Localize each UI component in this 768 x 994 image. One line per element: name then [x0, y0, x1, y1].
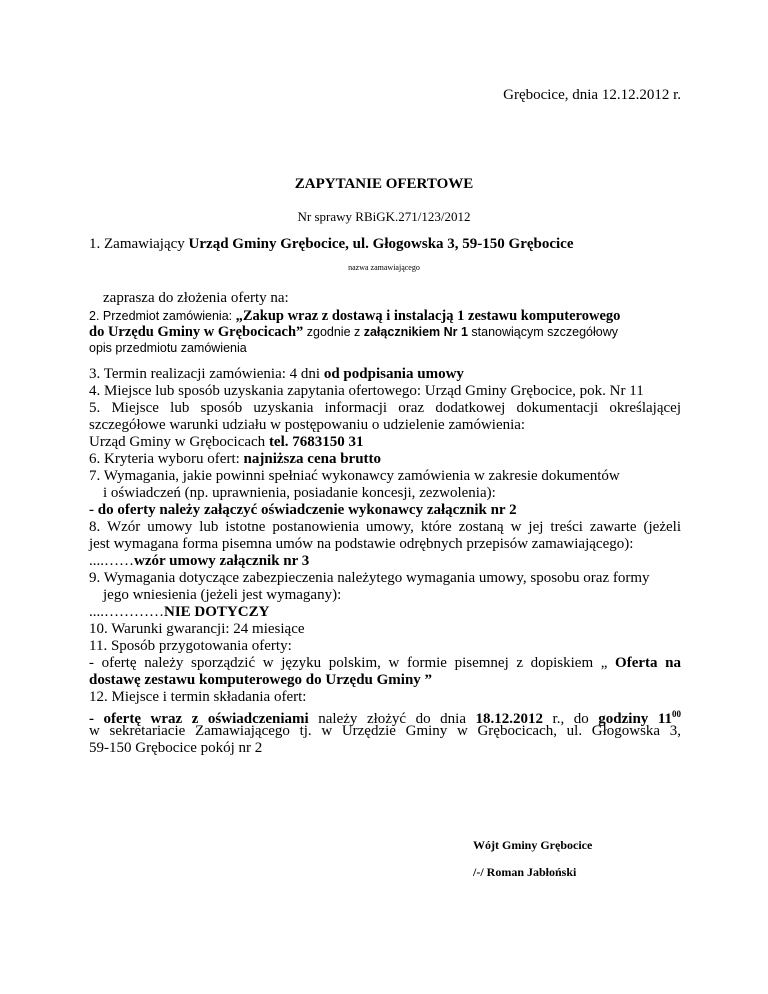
item-5-line3: Urząd Gminy w Grębocicach tel. 7683150 31	[89, 434, 364, 450]
item-8-line3: ....……wzór umowy załącznik nr 3	[89, 553, 310, 569]
item-11-line1: 11. Sposób przygotowania oferty:	[89, 638, 292, 654]
case-number: Nr sprawy RBiGK.271/123/2012	[297, 209, 471, 224]
item-5-line2: szczegółowe warunki udziału w postępowaniu o udzielenie zamówienia:	[89, 417, 526, 433]
place-date: Grębocice, dnia 12.12.2012 r.	[503, 87, 681, 103]
item-9-line3: ....…………NIE DOTYCZY	[89, 604, 270, 620]
item-11-line2: - ofertę należy sporządzić w języku polskim, w formie pisemnej z dopiskiem „ Oferta na	[89, 655, 681, 671]
item-12-line2: - ofertę wraz z oświadczeniami należy złożyć do dnia 18.12.2012 r., do godziny $11^{00}$	[89, 709, 682, 727]
signature-title: Wójt Gminy Grębocice	[473, 838, 593, 852]
item-12-line1: 12. Miejsce i termin składania ofert:	[89, 689, 307, 705]
item-1-caption: nazwa zamawiającego	[348, 263, 420, 272]
signature-name: /-/ Roman Jabłoński	[473, 865, 577, 879]
item-12-line4: 59-150 Grębocice pokój nr 2	[89, 740, 263, 756]
item-9-line2: jego wniesienia (jeżeli jest wymagany):	[103, 587, 342, 603]
item-7-line3: - do oferty należy załączyć oświadczenie wykonawcy załącznik nr 2	[89, 502, 517, 518]
item-2-line1: 2. Przedmiot zamówienia: „Zakup wraz z dostawą i instalacją 1 zestawu komputerowego	[89, 308, 621, 324]
invite-text: zaprasza do złożenia oferty na:	[103, 290, 289, 306]
item-3: 3. Termin realizacji zamówienia: 4 dni od podpisania umowy	[89, 366, 464, 382]
item-6: 6. Kryteria wyboru ofert: najniższa cena brutto	[89, 451, 382, 467]
item-8-line2: jest wymagana forma pisemna umów na podstawie odrębnych przepisów zamawiającego):	[89, 536, 634, 552]
item-4: 4. Miejsce lub sposób uzyskania zapytania ofertowego: Urząd Gminy Grębocice, pok. Nr 11	[89, 383, 644, 399]
item-9-line1: 9. Wymagania dotyczące zabezpieczenia należytego wymagania umowy, sposobu oraz formy	[89, 570, 650, 586]
item-5-line1: 5. Miejsce lub sposób uzyskania informacji oraz dodatkowej dokumentacji określającej	[89, 400, 681, 416]
item-12-line3: w sekretariacie Zamawiającego tj. w Urzędzie Gminy w Grębocicach, ul. Głogowska 3,	[89, 723, 681, 739]
item-10: 10. Warunki gwarancji: 24 miesiące	[89, 621, 305, 637]
item-7-line2: i oświadczeń (np. uprawnienia, posiadanie koncesji, zezwolenia):	[103, 485, 496, 501]
item-2-line3: opis przedmiotu zamówienia	[89, 341, 247, 355]
item-2-line2: do Urzędu Gminy w Grębocicach” zgodnie z załącznikiem Nr 1 stanowiącym szczegółowy	[89, 324, 619, 340]
item-7-line1: 7. Wymagania, jakie powinni spełniać wykonawcy zamówienia w zakresie dokumentów	[89, 468, 620, 484]
page-title: ZAPYTANIE OFERTOWE	[294, 176, 474, 192]
item-8-line1: 8. Wzór umowy lub istotne postanowienia umowy, które zostaną w jej treści zawarte (jeżeli	[89, 519, 681, 535]
item-11-line3: dostawę zestawu komputerowego do Urzędu Gminy ”	[89, 672, 433, 688]
item-1: 1. Zamawiający Urząd Gminy Grębocice, ul. Głogowska 3, 59-150 Grębocice	[89, 236, 574, 252]
